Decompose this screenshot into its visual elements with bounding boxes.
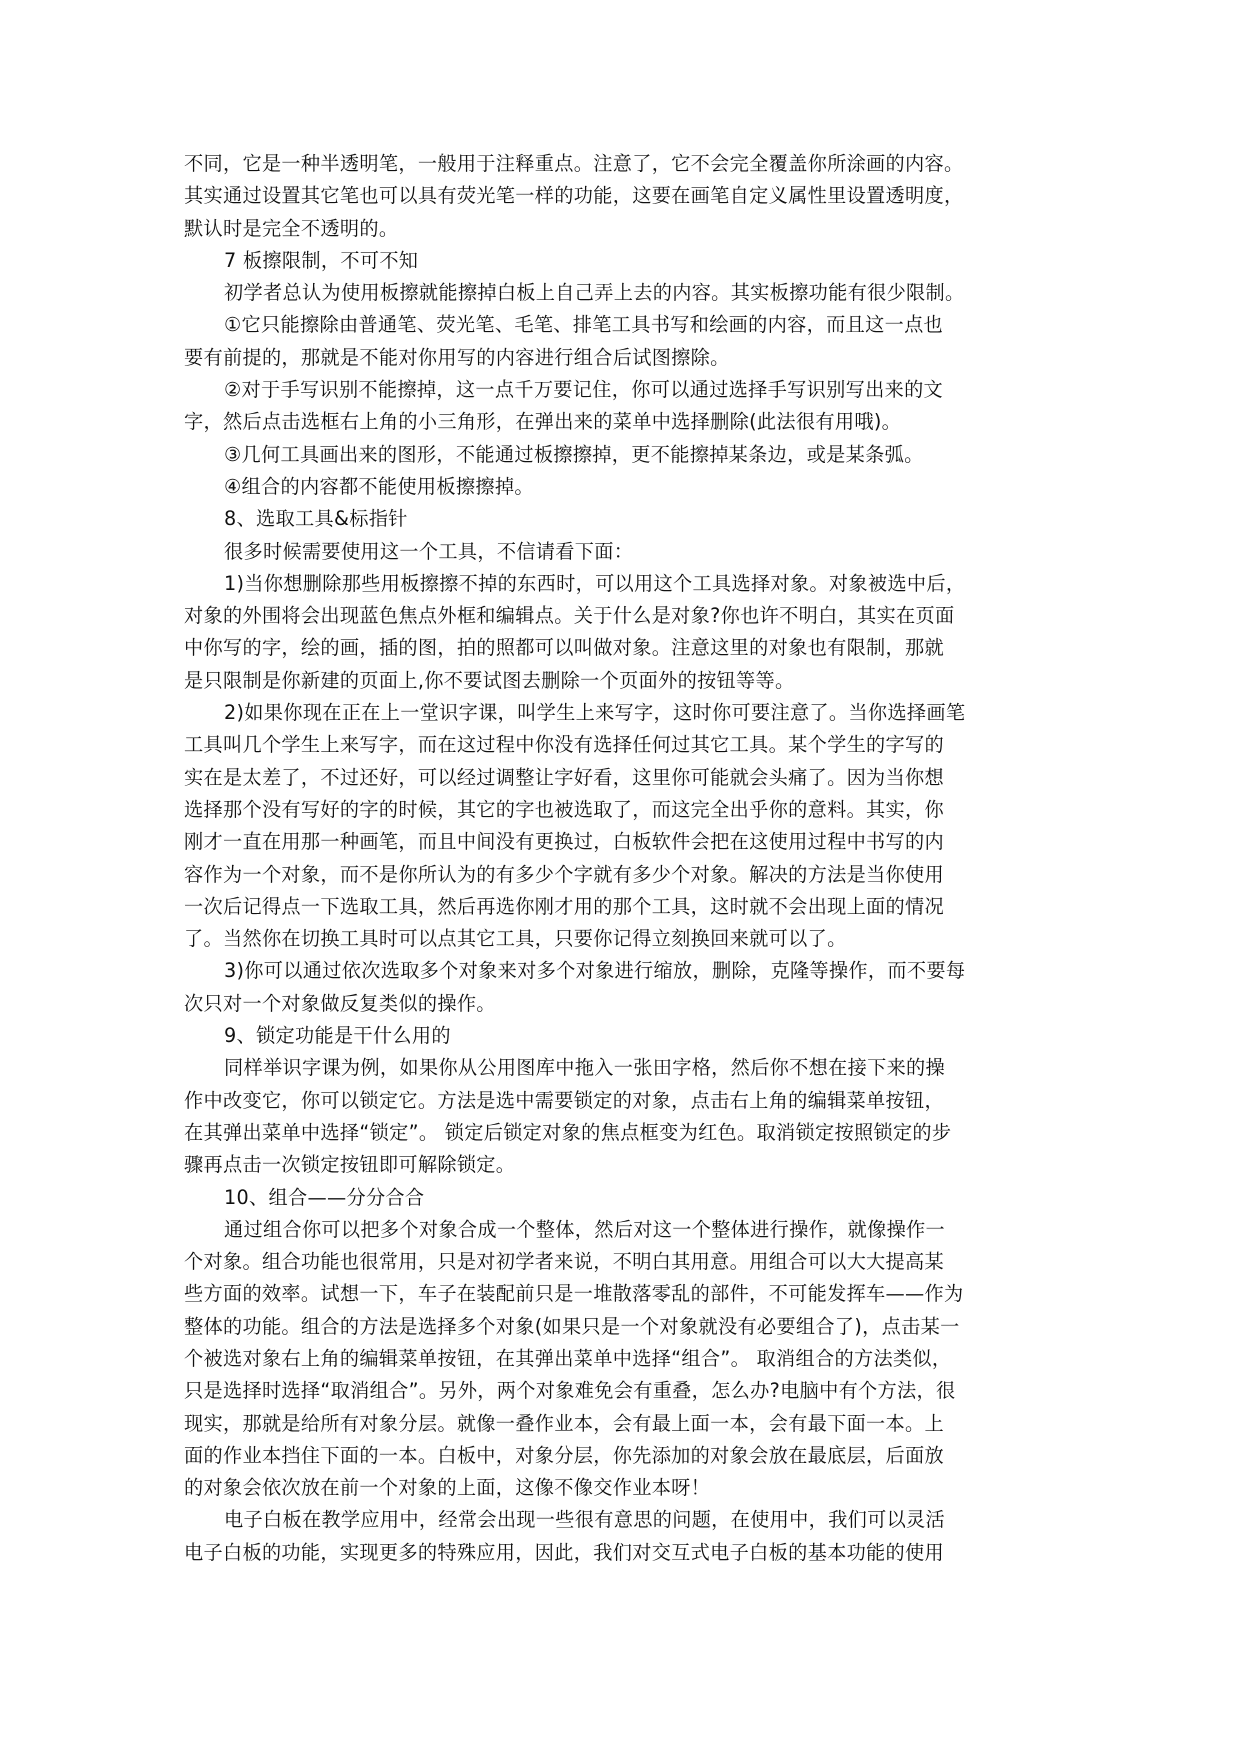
text-line: 容作为一个对象，而不是你所认为的有多少个字就有多少个对象。解决的方法是当你使用: [184, 862, 945, 886]
text-line: 只是选择时选择“取消组合”。另外，两个对象难免会有重叠，怎么办?电脑中有个方法，很: [184, 1379, 956, 1403]
text-line: 现实，那就是给所有对象分层。就像一叠作业本，会有最上面一本，会有最下面一本。上: [184, 1411, 945, 1435]
text-line: 次只对一个对象做反复类似的操作。: [184, 991, 496, 1015]
text-line: ③几何工具画出来的图形，不能通过板擦擦掉，更不能擦掉某条边，或是某条弧。: [224, 442, 924, 466]
text-line: 个被选对象右上角的编辑菜单按钮，在其弹出菜单中选择“组合”。 取消组合的方法类似，: [184, 1346, 952, 1370]
text-line: 10、组合——分分合合: [224, 1185, 425, 1209]
text-line: 同样举识字课为例，如果你从公用图库中拖入一张田字格，然后你不想在接下来的操: [224, 1056, 946, 1080]
text-line: 选择那个没有写好的字的时候，其它的字也被选取了，而这完全出乎你的意料。其实，你: [184, 797, 945, 821]
document-page: [184, 148, 1066, 1569]
text-line: 中你写的字，绘的画，插的图，拍的照都可以叫做对象。注意这里的对象也有限制，那就: [184, 636, 945, 660]
text-line: 个对象。组合功能也很常用，只是对初学者来说，不明白其用意。用组合可以大大提高某: [184, 1250, 945, 1274]
text-line: 2)如果你现在正在上一堂识字课，叫学生上来写字，这时你可要注意了。当你选择画笔: [224, 701, 966, 725]
text-line: 些方面的效率。试想一下，车子在装配前只是一堆散落零乱的部件，不可能发挥车——作为: [184, 1282, 964, 1306]
text-line: 在其弹出菜单中选择“锁定”。 锁定后锁定对象的焦点框变为红色。取消锁定按照锁定的步: [184, 1120, 952, 1144]
text-line: 1)当你想删除那些用板擦擦不掉的东西时，可以用这个工具选择对象。对象被选中后，: [224, 571, 966, 595]
text-line: 3)你可以通过依次选取多个对象来对多个对象进行缩放，删除，克隆等操作，而不要每: [224, 959, 966, 983]
text-line: ④组合的内容都不能使用板擦擦掉。: [224, 474, 534, 498]
text-line: 工具叫几个学生上来写字，而在这过程中你没有选择任何过其它工具。某个学生的字写的: [184, 733, 945, 757]
text-line: 骤再点击一次锁定按钮即可解除锁定。: [184, 1153, 516, 1177]
text-line: 面的作业本挡住下面的一本。白板中，对象分层，你先添加的对象会放在最底层，后面放: [184, 1443, 945, 1467]
text-line: 一次后记得点一下选取工具，然后再选你刚才用的那个工具，这时就不会出现上面的情况: [184, 894, 945, 918]
text-line: 整体的功能。组合的方法是选择多个对象(如果只是一个对象就没有必要组合了)，点击某一: [184, 1314, 960, 1338]
text-line: 9、锁定功能是干什么用的: [224, 1024, 451, 1048]
text-line: 实在是太差了，不过还好，可以经过调整让字好看，这里你可能就会头痛了。因为当你想: [184, 765, 945, 789]
text-line: 字，然后点击选框右上角的小三角形，在弹出来的菜单中选择删除(此法很有用哦)。: [184, 410, 902, 434]
text-line: 通过组合你可以把多个对象合成一个整体，然后对这一个整体进行操作，就像操作一: [224, 1217, 946, 1241]
text-line: 对象的外围将会出现蓝色焦点外框和编辑点。关于什么是对象?你也许不明白，其实在页面: [184, 604, 955, 628]
text-line: 很多时候需要使用这一个工具，不信请看下面：: [224, 539, 634, 563]
text-line: ①它只能擦除由普通笔、荧光笔、毛笔、排笔工具书写和绘画的内容，而且这一点也: [224, 313, 944, 337]
text-line: 是只限制是你新建的页面上,你不要试图去删除一个页面外的按钮等等。: [184, 668, 795, 692]
text-line: 电子白板的功能，实现更多的特殊应用，因此，我们对交互式电子白板的基本功能的使用: [184, 1540, 945, 1564]
text-line: 默认时是完全不透明的。: [184, 216, 399, 240]
text-line: 了。当然你在切换工具时可以点其它工具，只要你记得立刻换回来就可以了。: [184, 927, 847, 951]
text-line: 的对象会依次放在前一个对象的上面，这像不像交作业本呀！: [184, 1476, 711, 1500]
text-line: 不同，它是一种半透明笔，一般用于注释重点。注意了，它不会完全覆盖你所涂画的内容。: [184, 152, 964, 175]
text-line: 8、选取工具&标指针: [224, 507, 408, 531]
text-line: 要有前提的，那就是不能对你用写的内容进行组合后试图擦除。: [184, 345, 730, 369]
text-line: 刚才一直在用那一种画笔，而且中间没有更换过，白板软件会把在这使用过程中书写的内: [184, 830, 945, 854]
text-line: 作中改变它，你可以锁定它。方法是选中需要锁定的对象，点击右上角的编辑菜单按钮，: [184, 1088, 945, 1112]
text-line: 初学者总认为使用板擦就能擦掉白板上自己弄上去的内容。其实板擦功能有很少限制。: [224, 281, 965, 305]
text-line: 7 板擦限制，不可不知: [224, 248, 419, 272]
text-line: 其实通过设置其它笔也可以具有荧光笔一样的功能，这要在画笔自定义属性里设置透明度，: [184, 184, 964, 208]
text-line: 电子白板在教学应用中，经常会出现一些很有意思的问题，在使用中，我们可以灵活: [224, 1508, 946, 1532]
text-line: ②对于手写识别不能擦掉，这一点千万要记住，你可以通过选择手写识别写出来的文: [224, 378, 944, 402]
